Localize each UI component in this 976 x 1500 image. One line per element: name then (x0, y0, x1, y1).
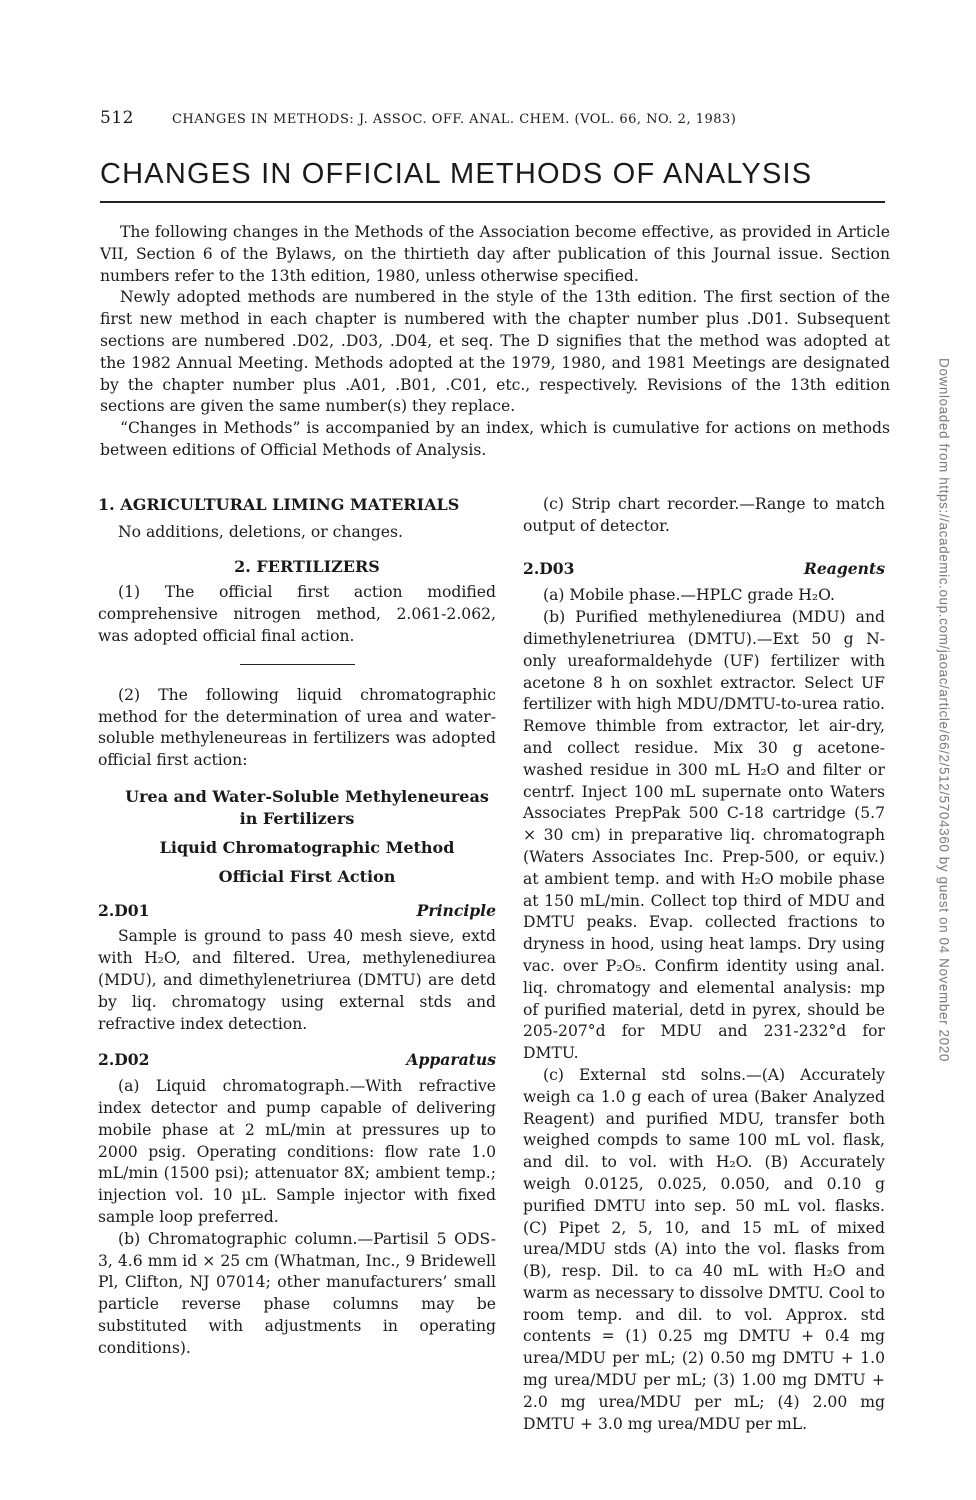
d03-item-b: (b) Purified methylenediurea (MDU) and dimethylenetriurea (DMTU).—Ext 50 g N-only ureaformaldehyde (UF) fertilizer with acetone 8 h on soxhlet extractor. Select UF fertilizer with high MDU/DMTU-to-urea ratio. Remove thimble from extractor, let air-dry, and collect residue. Mix 30 g acetone-washed residue in 300 mL H₂O and filter or centrf. Inject 100 mL supernate onto Waters Associates PrepPak 500 C-18 cartridge (5.7 × 30 cm) in preparative liq. chromatograph (Waters Associates Inc. Prep-500, or equiv.) at ambient temp. and with H₂O mobile phase at 150 mL/min. Collect top third of MDU and DMTU peaks. Evap. collected fractions to dryness in hood, using heat lamps. Dry using vac. over P₂O₅. Confirm identity using anal. liq. chromatogy and elemental analysis: mp of purified material, detd in pyrex, should be 205-207°d for MDU and 231-232°d for DMTU. (523, 608, 885, 1063)
d01-heading (98, 900, 496, 922)
section-2-paragraph-1: (1) The official first action modified comprehensive nitrogen method, 2.061-2.062, was adopted official final action. (98, 583, 496, 645)
d01-text: Sample is ground to pass 40 mesh sieve, extd with H₂O, and filtered. Urea, methylenediurea (MDU), and dimethylenetriurea (DMTU) are detd by liq. chromatogy using external stds and refractive index detection. (98, 927, 496, 1033)
d03-label: Reagents (803, 558, 885, 578)
d03-heading (523, 558, 885, 580)
section-2-heading: 2. FERTILIZERS (234, 556, 380, 576)
d02-number: 2.D02 (98, 1050, 150, 1070)
section-1-heading: 1. AGRICULTURAL LIMING MATERIALS (98, 495, 460, 514)
d01-label: Principle (416, 900, 496, 920)
page-number: 512 (100, 108, 134, 128)
d02-item-a: (a) Liquid chromatograph.—With refractive index detector and pump capable of delivering mobile phase at 2 mL/min at pressures up to 2000 psig. Operating conditions: flow rate 1.0 mL/min (1500 psi); attenuator 8X; ambient temp.; injection vol. 10 µL. Sample injector with fixed sample loop preferred. (98, 1077, 496, 1226)
download-watermark-text: Downloaded from https://academic.oup.com/jaoac/article/66/2/512/5704360 by guest on 04 November 2020 (936, 358, 952, 1062)
d03-item-a: (a) Mobile phase.—HPLC grade H₂O. (543, 586, 835, 605)
d01-number: 2.D01 (98, 900, 150, 920)
running-head (100, 108, 900, 128)
intro-section (100, 222, 890, 462)
d02-heading (98, 1049, 496, 1071)
d03-item-c: (c) External std solns.—(A) Accurately weigh ca 1.0 g each of urea (Baker Analyzed Reagent) and purified MDU, transfer both weighed compds to same 100 mL vol. flask, and dil. to vol. with H₂O. (B) Accurately weigh 0.0125, 0.025, 0.050, and 0.10 g purified DMTU into sep. 50 mL vol. flasks. (C) Pipet 2, 5, 10, and 15 mL of mixed urea/MDU stds (A) into the vol. flasks from (B), resp. Dil. to ca 40 mL with H₂O and warm as necessary to dissolve DMTU. Cool to room temp. and dil. to vol. Approx. std contents = (1) 0.25 mg DMTU + 0.4 mg urea/MDU per mL; (2) 0.50 mg DMTU + 1.0 mg urea/MDU per mL; (3) 1.00 mg DMTU + 2.0 mg urea/MDU per mL; (4) 2.00 mg DMTU + 3.0 mg urea/MDU per mL. (523, 1065, 885, 1433)
page-title: CHANGES IN OFFICIAL METHODS OF ANALYSIS (100, 158, 813, 190)
download-watermark (933, 270, 955, 1150)
section-1-text: No additions, deletions, or changes. (118, 522, 403, 541)
intro-paragraph-3: “Changes in Methods” is accompanied by an index, which is cumulative for actions on methods between editions of Official Methods of Analysis. (100, 419, 890, 459)
method-title: Urea and Water-Soluble Methyleneureas in Fertilizers (125, 786, 489, 828)
section-2-paragraph-2: (2) The following liquid chromatographic method for the determination of urea and water-soluble methyleneureas in fertilizers was adopted official first action: (98, 685, 496, 770)
method-subtitle-2: Official First Action (218, 866, 396, 886)
title-rule (100, 201, 885, 203)
method-subtitle-1: Liquid Chromatographic Method (159, 837, 455, 857)
intro-paragraph-2: Newly adopted methods are numbered in the style of the 13th edition. The first section of the first new method in each chapter is numbered with the chapter number plus .D01. Subsequent sections are numbered .D02, .D03, .D04, et seq. The D signifies that the method was adopted at the 1982 Annual Meeting. Methods adopted at the 1979, 1980, and 1981 Meetings are designated by the chapter number plus .A01, .B01, .C01, etc., respectively. Revisions of the 13th edition sections are given the same number(s) they replace. (100, 288, 890, 416)
right-column (523, 494, 885, 1435)
d03-number: 2.D03 (523, 558, 575, 578)
left-column (98, 494, 496, 1360)
intro-paragraph-1: The following changes in the Methods of the Association become effective, as provided in Article VII, Section 6 of the Bylaws, on the thirtieth day after publication of this Journal issue. Section numbers refer to the 13th edition, 1980, unless otherwise specified. (100, 223, 890, 285)
running-head-text: CHANGES IN METHODS: J. ASSOC. OFF. ANAL. CHEM. (VOL. 66, NO. 2, 1983) (171, 112, 737, 127)
section-divider (240, 664, 355, 665)
d02-label: Apparatus (406, 1050, 496, 1070)
d02-item-b: (b) Chromatographic column.—Partisil 5 ODS-3, 4.6 mm id × 25 cm (Whatman, Inc., 9 Bridewell Pl, Clifton, NJ 07014; other manufacturers’ small particle reverse phase columns may be substituted with adjustments in operating conditions). (98, 1229, 496, 1357)
d02-item-c: (c) Strip chart recorder.—Range to match output of detector. (523, 495, 885, 535)
